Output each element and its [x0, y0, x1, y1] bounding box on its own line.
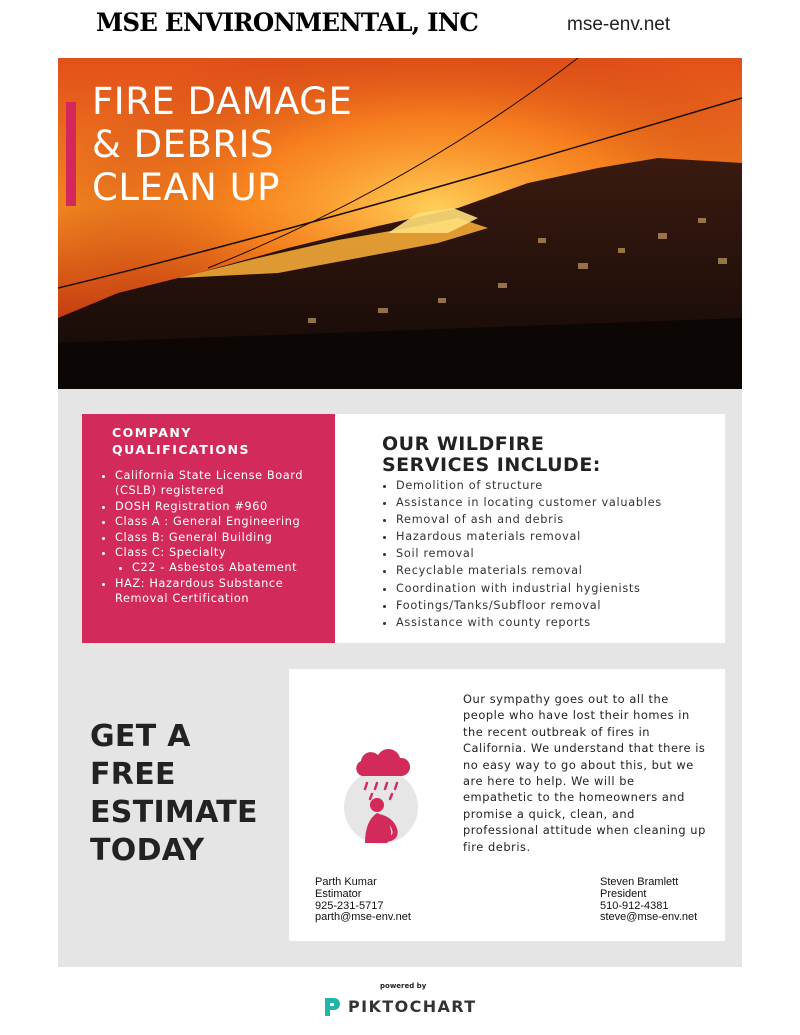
list-item-label: Class C: Specialty: [115, 546, 227, 560]
piktochart-wordmark: PIKTOCHART: [348, 997, 477, 1016]
contact-email[interactable]: steve@mse-env.net: [600, 911, 698, 924]
list-item: • Recyclable materials removal: [396, 562, 736, 579]
estimate-heading: [90, 718, 258, 870]
services-list: [368, 477, 736, 631]
list-item: • California State License Board (CSLB) registered: [115, 468, 335, 499]
contact-phone[interactable]: 510-912-4381: [600, 899, 669, 912]
services-title-line: SERVICES INCLUDE:: [382, 454, 601, 476]
qualifications-title-line: QUALIFICATIONS: [112, 442, 251, 457]
list-item: • Coordination with industrial hygienists: [396, 580, 736, 597]
hero-banner: [58, 58, 742, 389]
qualifications-panel: [82, 414, 335, 643]
hero-accent-bar: [66, 102, 76, 206]
qualifications-title-line: COMPANY: [112, 425, 192, 440]
website-url[interactable]: mse-env.net: [567, 14, 671, 35]
estimate-line: GET A: [90, 719, 191, 754]
hero-title-line: CLEAN UP: [92, 166, 280, 209]
company-name: MSE ENVIRONMENTAL, INC: [96, 8, 479, 37]
contact-email[interactable]: parth@mse-env.net: [315, 911, 411, 924]
contact-role: President: [600, 887, 647, 900]
person-under-rain-cloud-icon: [343, 747, 423, 851]
list-item: • Class A : General Engineering: [115, 514, 335, 529]
hero-title-line: & DEBRIS: [92, 123, 274, 166]
sympathy-message: Our sympathy goes out to all the people who have lost their homes in the recent outbreak of fires in California. We understand that there is no easy way to go about this, but we are here to help. We will be empathetic to the homeowners and promise a quick, clean, and professional attitude when cleaning up fire debris.: [463, 692, 706, 854]
contact-estimator: [315, 877, 411, 924]
services-title: [382, 434, 601, 476]
list-item: • Class B: General Building: [115, 530, 335, 545]
list-item: • Soil removal: [396, 545, 736, 562]
hero-title: [92, 80, 352, 209]
list-item: [115, 545, 335, 576]
piktochart-icon: [322, 996, 342, 1018]
list-item: • C22 - Asbestos Abatement: [132, 560, 335, 575]
list-item: • Assistance in locating customer valuables: [396, 494, 736, 511]
services-title-line: OUR WILDFIRE: [382, 433, 545, 455]
list-item: • DOSH Registration #960: [115, 499, 335, 514]
services-panel: [335, 414, 725, 643]
qualifications-title: [112, 424, 250, 458]
message-card: [289, 669, 725, 941]
list-item: • Hazardous materials removal: [396, 528, 736, 545]
contact-name: Steven Bramlett: [600, 876, 679, 888]
estimate-line: FREE: [90, 757, 176, 792]
list-item: • Demolition of structure: [396, 477, 736, 494]
list-item: • Assistance with county reports: [396, 614, 736, 631]
estimate-line: ESTIMATE: [90, 795, 258, 830]
contact-phone[interactable]: 925-231-5717: [315, 899, 384, 912]
powered-by-label: powered by: [380, 982, 427, 990]
contact-role: Estimator: [315, 887, 362, 900]
hero-title-line: FIRE DAMAGE: [92, 80, 353, 123]
contact-name: Parth Kumar: [315, 876, 377, 888]
contact-president: [600, 877, 697, 924]
estimate-line: TODAY: [90, 833, 205, 868]
list-item: • Footings/Tanks/Subfloor removal: [396, 597, 736, 614]
list-item: • HAZ: Hazardous Substance Removal Certification: [115, 576, 335, 607]
qualifications-sublist: [115, 560, 335, 575]
qualifications-list: [98, 468, 335, 607]
list-item: • Removal of ash and debris: [396, 511, 736, 528]
